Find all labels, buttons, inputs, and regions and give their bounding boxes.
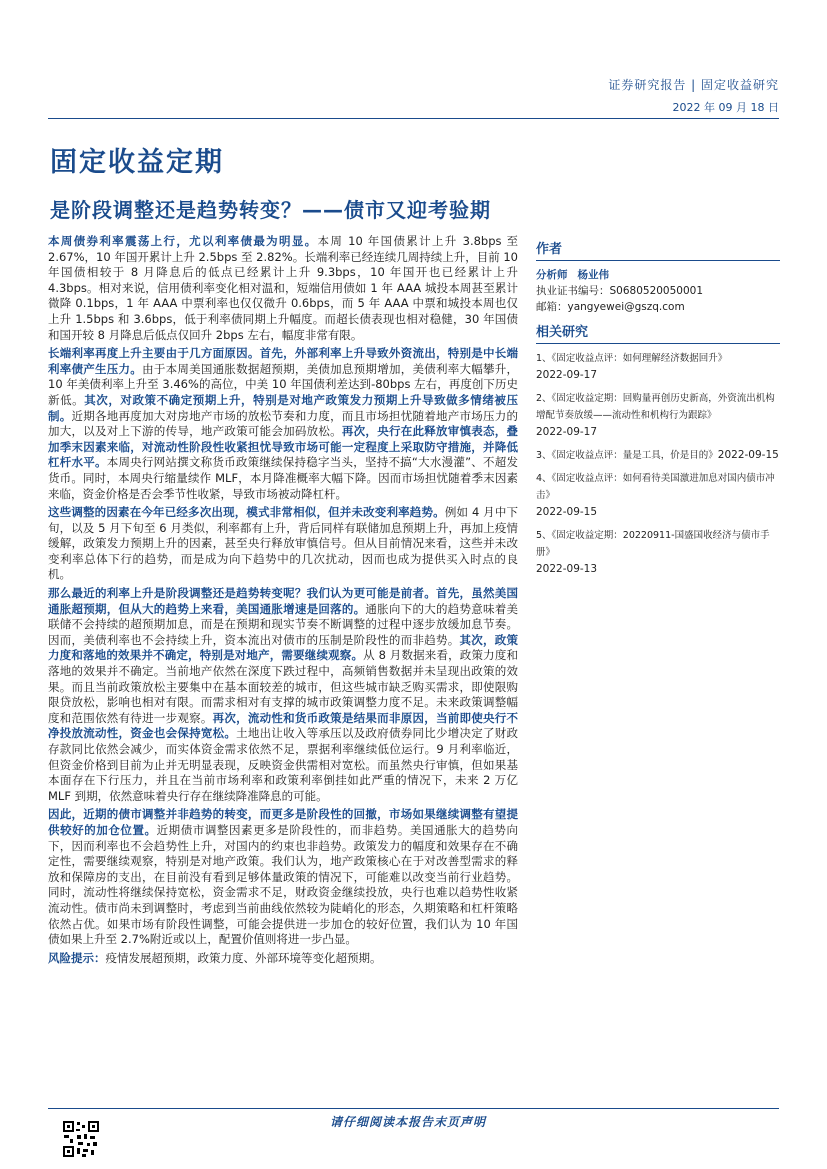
para-2-text-2: 近期各地再度加大对房地产市场的放松节奏和力度，而且市场担忧随着地产市场压力的加大，以及对上下游的传导，地产政策可能会加码放松。 bbox=[48, 408, 518, 439]
report-date: 2022 年 09 月 18 日 bbox=[672, 101, 779, 114]
report-subtitle: 是阶段调整还是趋势转变？——债市又迎考验期 bbox=[50, 198, 491, 222]
header-divider bbox=[48, 118, 779, 119]
para-2-lead-2: 其次，对政策不确定预期上升，特别是对地产政策发力预期上升导致做多情绪被压制。 bbox=[48, 392, 519, 423]
related-item[interactable] bbox=[536, 350, 780, 384]
para-3-lead: 这些调整的因素在今年已经多次出现，模式非常相似，但并未改变利率趋势。 bbox=[48, 505, 445, 520]
related-title: 5、《固定收益定期：20220911-国盛国收经济与债市手册》 bbox=[536, 530, 770, 558]
report-type: 证券研究报告 | 固定收益研究 bbox=[608, 78, 779, 92]
para-2-text-3: 本周央行网站撰文称货币政策继续保持稳字当头，坚持不搞“大水漫灌”、不超发货币。同时，本周央行缩量续作 MLF，本月降准概率大幅下降。因而市场担忧随着季末因素来临，资金价格是否会季节性收紧，导致市场被动降杠杆。 bbox=[48, 455, 518, 501]
para-2-lead: 长端利率再度上升主要由于几方面原因。首先，外部利率上升导致外资流出，特别是中长端利率债产生压力。 bbox=[48, 346, 518, 376]
license-number: 执业证书编号：S0680520050001 bbox=[536, 285, 704, 297]
para-2-lead-3: 再次，央行在此释放审慎表态，叠加季末因素来临，对流动性阶段性收紧担忧导致市场可能一定程度上采取防守措施，并降低杠杆水平。 bbox=[48, 424, 519, 470]
related-date: 2022-09-17 bbox=[536, 369, 598, 381]
related-date: 2022-09-13 bbox=[536, 563, 598, 575]
para-3-text: 例如 4 月中下旬，以及 5 月下旬至 6 月类似，利率都有上升，背后同样有联储加息预期上升，再加上疫情缓解，政策发力预期上升的因素，甚至央行释放审慎信号。但从目前情况来看，这些并未改变利率总体下行的趋势，而是成为向下趋势中的几次扰动，因而也成为提供买入时点的良机。 bbox=[48, 505, 518, 582]
analyst-label: 分析师 bbox=[536, 269, 568, 281]
risk-warning bbox=[48, 951, 518, 967]
related-date: 2022-09-15 bbox=[717, 449, 779, 461]
para-4-text-3: 土地出让收入等承压以及政府债券同比少增决定了财政存款同比依然会减少，而实体资金需求依然不足，票据利率继续低位运行。9 月利率临近，但资金价格到目前为止并无明显表现，反映资金供需相对宽松。而虽然央行审慎，但如果基本面存在下行压力，并且在当前市场利率和政策利率倒挂如此严重的情况下，未来 2 万亿 MLF 到期，依然意味着央行存在继续降准降息的可能。 bbox=[48, 726, 519, 803]
para-1-lead: 本周债券利率震荡上行，尤以利率债最为明显。 bbox=[48, 234, 318, 248]
para-4-lead-2: 其次，政策力度和落地的效果并不确定，特别是对地产，需要继续观察。 bbox=[48, 632, 519, 663]
related-title: 1、《固定收益点评：如何理解经济数据回升》 bbox=[536, 353, 728, 364]
report-title: 固定收益定期 bbox=[50, 147, 224, 178]
para-5-lead: 因此，近期的债市调整并非趋势的转变，而更多是阶段性的回撤，市场如果继续调整有望提供较好的加仓位置。 bbox=[48, 807, 518, 837]
para-2-text: 由于本周美国通胀数据超预期，美债加息预期增加，美债利率大幅攀升，10 年美债利率上升至 3.46%的高位，中美 10 年国债利差达到-80bps 左右，再度创下历史新低。 bbox=[48, 361, 519, 407]
related-research-list bbox=[536, 350, 780, 578]
related-title: 4、《固定收益点评：如何看待美国激进加息对国内债市冲击》 bbox=[536, 473, 775, 501]
related-date: 2022-09-15 bbox=[536, 506, 598, 518]
footer-divider bbox=[48, 1108, 779, 1109]
para-5-text: 近期债市调整因素更多是阶段性的，而非趋势。美国通胀大的趋势向下，因而利率也不会趋势性上升，对国内的约束也非趋势。政策发力的幅度和效果存在不确定性，需要继续观察，特别是对地产政策。我们认为，地产政策核心在于对改善型需求的释放和保障房的支出，在目前没有看到足够体量政策的情况下，可能难以改变当前行业趋势。同时，流动性将继续保持宽松，资金需求不足，财政资金继续投放，央行也难以趋势性收紧流动性。债市尚未到调整时，考虑到当前曲线依然较为陡峭化的形态，久期策略和杠杆策略依然占优。如果市场有阶段性调整，可能会提供进一步加仓的较好位置，我们认为 10 年国债如果上升至 2.7%附近或以上，配置价值则将进一步凸显。 bbox=[48, 822, 518, 947]
analyst-name: 杨业伟 bbox=[577, 269, 610, 281]
paragraph-4 bbox=[48, 586, 518, 804]
related-item[interactable] bbox=[536, 390, 780, 441]
analyst bbox=[536, 267, 780, 283]
paragraph-1 bbox=[48, 234, 518, 343]
sidebar bbox=[536, 234, 780, 584]
paragraph-5 bbox=[48, 807, 518, 947]
related-heading: 相关研究 bbox=[536, 321, 780, 344]
para-4-lead-3: 再次，流动性和货币政策是结果而非原因，当前即使央行不净投放流动性，资金也会保持宽松。 bbox=[48, 710, 519, 741]
paragraph-2 bbox=[48, 346, 518, 502]
para-1-text: 本周 10 年国债累计上升 3.8bps 至 2.67%，10 年国开累计上升 2.5bps 至 2.82%。长端利率已经连续几周持续上升，目前 10 年国债相较于 8 月降息后的低点已经累计上升 9.3bps，10 年国开也已经累计上升 4.3bps。相对来说，信用债利率变化相对温和，短端信用债如 1 年 AAA 城投本周甚至累计微降 0.1bps，1 年 AAA 中票利率也仅仅微升 0.6bps，而 5 年 AAA 中票和城投本周也仅上升 1.5bps 和 3.6bps，低于利率债同期上升幅度。而超长债表现也相对稳健，30 年国债和国开较 8 月降息后低点仅回升 2bps 左右，幅度非常有限。 bbox=[48, 234, 518, 342]
author-heading: 作者 bbox=[536, 238, 780, 261]
paragraph-3 bbox=[48, 505, 518, 583]
related-date: 2022-09-17 bbox=[536, 426, 598, 438]
qr-code-icon bbox=[62, 1120, 100, 1158]
main-body bbox=[48, 234, 518, 969]
footer-disclaimer: 请仔细阅读本报告末页声明 bbox=[330, 1115, 487, 1129]
related-item[interactable] bbox=[536, 527, 780, 578]
related-title: 2、《固定收益定期：回购量再创历史新高，外资流出机构增配节奏放缓——流动性和机构行为跟踪》 bbox=[536, 393, 775, 421]
related-item[interactable] bbox=[536, 470, 780, 521]
risk-label: 风险提示： bbox=[48, 950, 106, 965]
analyst-email[interactable]: 邮箱：yangyewei@gszq.com bbox=[536, 301, 685, 313]
risk-text: 疫情发展超预期，政策力度、外部环境等变化超预期。 bbox=[105, 950, 382, 965]
related-title: 3、《固定收益点评：量是工具，价是目的》 bbox=[536, 450, 718, 461]
related-item[interactable] bbox=[536, 447, 780, 464]
para-4-text-2: 从 8 月数据来看，政策力度和落地的效果并不确定。当前地产依然在深度下跌过程中，高频销售数据并未呈现出政策的效果。而且当前政策放松主要集中在基本面较差的城市，但这些城市缺乏购买需求，即使限购限贷放松，影响也相对有限。而需求相对有支撑的城市政策调整力度不足。未来政策调整幅度和范围依然有待进一步观察。 bbox=[48, 648, 518, 725]
para-4-lead: 那么最近的利率上升是阶段调整还是趋势转变呢？我们认为更可能是前者。首先，虽然美国通胀超预期，但从大的趋势上来看，美国通胀增速是回落的。 bbox=[48, 586, 518, 616]
para-4-text: 通胀向下的大的趋势意味着美联储不会持续的超预期加息，而是在预期和现实节奏不断调整的过程中逐步放缓加息节奏。因而，美债利率也不会持续上升，资本流出对债市的压制是阶段性的而非趋势。 bbox=[48, 601, 518, 647]
